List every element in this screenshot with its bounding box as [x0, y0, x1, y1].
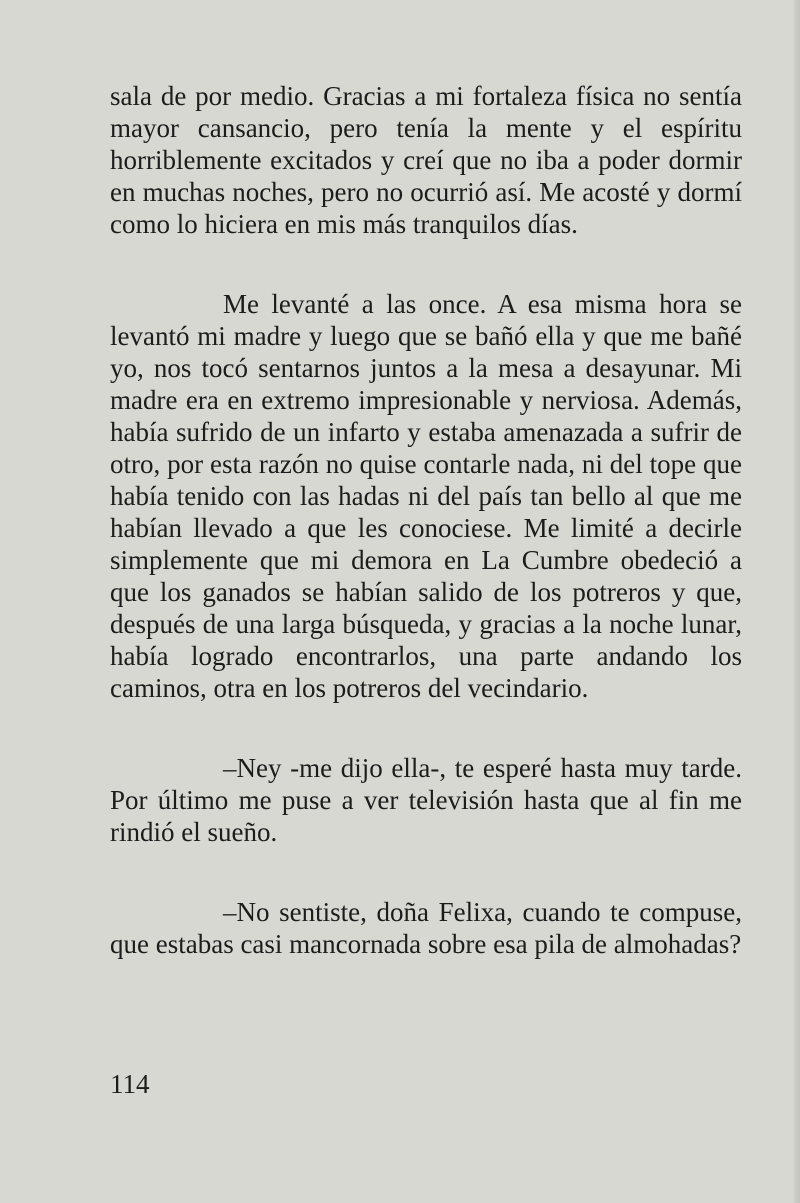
page-body-text	[110, 80, 742, 960]
paragraph-1: sala de por medio. Gracias a mi fortaleza física no sentía mayor cansancio, pero tenía la mente y el espíritu horriblemente excitados y creí que no iba a poder dormir en muchas noches, pero no ocurrió así. Me acosté y dormí como lo hiciera en mis más tranquilos días.	[110, 81, 742, 239]
page-edge-shadow	[794, 0, 800, 1203]
paragraph-spacer	[110, 704, 742, 752]
paragraph-spacer	[110, 240, 742, 288]
paragraph-spacer	[110, 848, 742, 896]
page-number: 114	[110, 1069, 150, 1099]
paragraph-2: Me levanté a las once. A esa misma hora se levantó mi madre y luego que se bañó ella y que me bañé yo, nos tocó sentarnos juntos a la mesa a desayunar. Mi madre era en extremo impresionable y nerviosa. Además, había sufrido de un infarto y estaba amenazada a sufrir de otro, por esta razón no quise contarle nada, ni del tope que había tenido con las hadas ni del país tan bello al que me habían llevado a que les conociese. Me limité a decirle simplemente que mi demora en La Cumbre obedeció a que los ganados se habían salido de los potreros y que, después de una larga búsqueda, y gracias a la noche lunar, había logrado encontrarlos, una parte andando los caminos, otra en los potreros del vecindario.	[110, 289, 742, 703]
paragraph-4: –No sentiste, doña Felixa, cuando te compuse, que estabas casi mancornada sobre esa pila de almohadas?	[110, 897, 742, 959]
paragraph-3: –Ney -me dijo ella-, te esperé hasta muy tarde. Por último me puse a ver televisión hasta que al fin me rindió el sueño.	[110, 753, 742, 847]
